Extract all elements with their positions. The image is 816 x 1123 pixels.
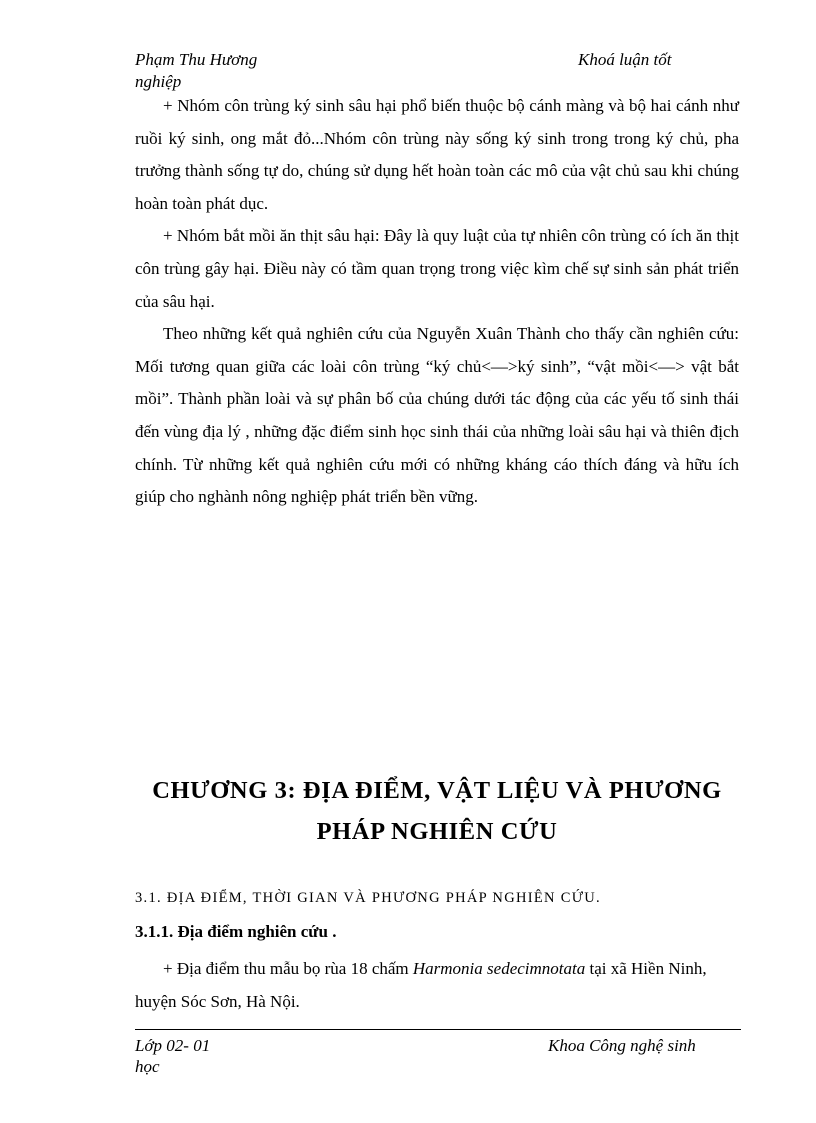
species-name: Harmonia sedecimnotata <box>412 959 586 978</box>
header-title-wrap: nghiệp <box>135 72 182 91</box>
chapter-title-line1: CHƯƠNG 3: ĐỊA ĐIỂM, VẬT LIỆU VÀ PHƯƠNG <box>152 777 722 804</box>
chapter-title-line2: PHÁP NGHIÊN CỨU <box>316 818 558 845</box>
paragraph-predatory-insects: + Nhóm bắt mồi ăn thịt sâu hại: Đây là quy luật của tự nhiên côn trùng có ích ăn thịt côn trùng gây hại. Điều này có tầm quan trọng trong việc kìm chế sự sinh sản phát triển của sâu hại. <box>135 226 739 311</box>
footer-class: Lớp 02- 01 <box>135 1036 211 1055</box>
location-suffix: tại xã Hiền Ninh, huyện Sóc Sơn, Hà Nội. <box>135 959 707 1011</box>
chapter-title <box>135 770 739 852</box>
subsection-heading: 3.1.1. Địa điểm nghiên cứu . <box>135 922 337 941</box>
paragraph-research-findings: Theo những kết quả nghiên cứu của Nguyễn Xuân Thành cho thấy cần nghiên cứu: Mối tương quan giữa các loài côn trùng “ký chủ<—>ký sinh”, “vật mồi<—> vật bắt mồi”. Thành phần loài và sự phân bố của chúng dưới tác động của các yếu tố sinh thái đến vùng địa lý , những đặc điểm sinh học sinh thái của những loài sâu hại và thiên địch chính. Từ những kết quả nghiên cứu mới có những kháng cáo thích đáng và hữu ích giúp cho nghành nông nghiệp phát triển bền vững. <box>135 324 739 507</box>
footer-department-wrap: học <box>135 1057 160 1076</box>
footer-divider <box>135 1029 741 1030</box>
location-paragraph <box>135 953 739 1018</box>
section-heading: 3.1. ĐỊA ĐIỂM, THỜI GIAN VÀ PHƯƠNG PHÁP NGHIÊN CỨU. <box>135 890 601 906</box>
header-author: Phạm Thu Hương <box>135 50 258 69</box>
footer-department: Khoa Công nghệ sinh <box>548 1036 696 1055</box>
location-prefix: + Địa điểm thu mẫu bọ rùa 18 chấm <box>163 959 413 978</box>
paragraph-parasitic-insects: + Nhóm côn trùng ký sinh sâu hại phổ biến thuộc bộ cánh màng và bộ hai cánh như ruồi ký sinh, ong mắt đỏ...Nhóm côn trùng này sống ký sinh trong trong ký chủ, pha trưởng thành sống tự do, chúng sử dụng hết hoàn toàn các mô của vật chủ sau khi chúng hoàn toàn phát dục. <box>135 96 739 213</box>
body-text <box>135 90 739 514</box>
header-title: Khoá luận tốt <box>578 50 672 69</box>
